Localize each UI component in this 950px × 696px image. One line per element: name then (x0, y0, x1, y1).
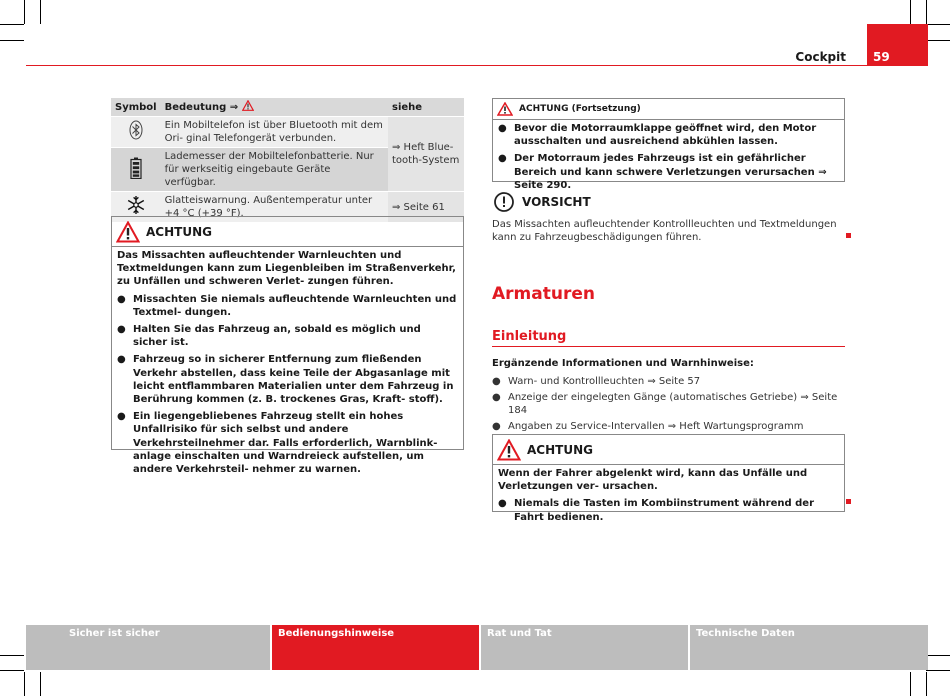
meaning-cell: Lademesser der Mobiltelefonbatterie. Nur für werkseitig eingebaute Geräte verfügbar. (161, 148, 388, 192)
symbol-cell (111, 117, 161, 148)
header-see: siehe (388, 98, 464, 117)
warning-triangle-icon (242, 100, 254, 111)
list-item-text: Niemals die Tasten im Kombiinstrument während der Fahrt bedienen. (514, 498, 814, 523)
section-end-marker (846, 233, 851, 238)
list-item (492, 420, 844, 433)
header-rule (26, 65, 928, 66)
symbol-table (111, 98, 464, 222)
crop-mark (40, 0, 41, 24)
bluetooth-icon (129, 120, 143, 140)
warning-header (112, 217, 463, 247)
list-item-text: Fahrzeug so in sicherer Entfernung zum fließenden Verkehr abstellen, dass keine Teile der Abgasanlage mit leicht entflammbaren Materialien unter dem Fahrzeug in Berührung kommen (z. B. trockenes Gras, Kraft- stoff). (133, 354, 454, 406)
list-item (117, 410, 458, 476)
crop-mark (0, 24, 24, 25)
bullet-icon: ● (492, 392, 501, 403)
warning-intro: Das Missachten aufleuchtender Warnleuchten und Textmeldungen kann zum Liegenbleiben im Straßenverkehr, zu Unfällen und schweren Verlet- zungen führen. (117, 250, 456, 288)
chapter-heading: Armaturen (492, 284, 595, 304)
table-header-row (111, 98, 464, 117)
crop-mark (40, 672, 41, 696)
bullet-icon: ● (117, 411, 126, 423)
warning-body (493, 465, 844, 531)
warning-body (112, 247, 463, 483)
bullet-icon: ● (117, 354, 126, 366)
meaning-cell: Ein Mobiltelefon ist über Bluetooth mit dem Ori- ginal Telefongerät verbunden. (161, 117, 388, 148)
table-row (111, 117, 464, 148)
info-list (492, 375, 844, 433)
list-item-text: Angaben zu Service-Intervallen ⇒ Heft Wartungsprogramm (508, 421, 804, 432)
list-item-text: Missachten Sie niemals aufleuchtende Warnleuchten und Textmel- dungen. (133, 293, 457, 318)
caution-label: VORSICHT (522, 195, 591, 209)
warning-header (493, 435, 844, 465)
list-item (498, 497, 839, 523)
see-cell: ⇒ Seite 61 (388, 192, 464, 223)
list-item-text: Der Motorraum jedes Fahrzeugs ist ein gefährlicher Bereich und kann schwere Verletzungen verursachen ⇒ Seite 290. (514, 153, 827, 191)
list-item (492, 375, 844, 388)
section-heading (492, 325, 845, 347)
warning-intro: Wenn der Fahrer abgelenkt wird, kann das Unfälle und Verletzungen ver- ursachen. (498, 468, 808, 493)
warning-triangle-icon (497, 439, 521, 461)
warning-triangle-icon (116, 221, 140, 243)
footer-tab-rat-und-tat[interactable]: Rat und Tat (481, 625, 688, 670)
crop-mark (926, 24, 950, 25)
crop-mark (24, 0, 25, 24)
caution-header (494, 192, 591, 212)
warning-box (492, 434, 845, 523)
footer-tab-bedienungshinweise[interactable]: Bedienungshinweise (272, 625, 479, 670)
header-meaning-label: Bedeutung ⇒ (164, 102, 239, 113)
caution-exclamation-icon (494, 192, 514, 212)
footer-tab-sicher[interactable]: Sicher ist sicher (26, 625, 270, 670)
crop-mark (0, 655, 24, 656)
section-title: Cockpit (795, 50, 846, 64)
header-meaning (161, 98, 388, 117)
list-item (498, 152, 839, 192)
footer-tab-technische-daten[interactable]: Technische Daten (690, 625, 928, 670)
caution-text: Das Missachten aufleuchtender Kontrollleuchten und Textmeldungen kann zu Fahrzeugbeschädigungen führen. (492, 219, 837, 243)
crop-mark (926, 0, 927, 24)
warning-box (111, 216, 464, 476)
warning-body (493, 120, 844, 199)
list-item (117, 323, 458, 349)
page-number: 59 (867, 24, 928, 66)
crop-mark (0, 670, 24, 671)
info-title: Ergänzende Informationen und Warnhinweise: (492, 358, 754, 369)
crop-mark (0, 40, 24, 41)
list-item (117, 353, 458, 406)
bullet-icon: ● (498, 498, 507, 510)
bullet-icon: ● (498, 153, 507, 165)
bullet-icon: ● (117, 293, 126, 305)
list-item-text: Halten Sie das Fahrzeug an, sobald es möglich und sicher ist. (133, 324, 421, 349)
crop-mark (910, 672, 911, 696)
list-item (498, 122, 839, 148)
list-item-text: Ein liegengebliebenes Fahrzeug stellt ein hohes Unfallrisiko für sich selbst und andere Verkehrsteilnehmer dar. Falls erforderlich, Warnblink- anlage einschalten und Warndreieck aufstellen, um andere Verkehrsteil- nehmer zu warnen. (133, 411, 438, 476)
bullet-icon: ● (498, 123, 507, 134)
section-heading-label: Einleitung (492, 329, 567, 344)
crop-mark (926, 672, 927, 696)
snowflake-icon (126, 195, 146, 215)
battery-icon (130, 157, 142, 179)
crop-mark (24, 672, 25, 696)
crop-mark (926, 40, 950, 41)
crop-mark (910, 0, 911, 24)
crop-mark (926, 670, 950, 671)
warning-label: ACHTUNG (527, 442, 593, 457)
list-item-text: Bevor die Motorraumklappe geöffnet wird, den Motor ausschalten und ausreichend abkühlen lassen. (514, 123, 817, 148)
warning-triangle-icon (497, 102, 513, 116)
meaning-cell: Glatteiswarnung. Außentemperatur unter +4 °C (+39 °F). (161, 192, 388, 223)
see-cell: ⇒ Heft Blue- tooth-System (388, 117, 464, 192)
crop-mark (926, 655, 950, 656)
bullet-icon: ● (117, 324, 126, 336)
list-item-text: Warn- und Kontrollleuchten ⇒ Seite 57 (508, 376, 701, 387)
bullet-icon: ● (492, 421, 501, 432)
warning-continued-box (492, 98, 845, 191)
list-item (117, 293, 458, 319)
warning-header (493, 99, 844, 120)
symbol-cell (111, 148, 161, 192)
warning-label: ACHTUNG (Fortsetzung) (519, 104, 641, 114)
list-item (492, 391, 844, 417)
bullet-icon: ● (492, 376, 501, 387)
section-end-marker (846, 499, 851, 504)
header-symbol: Symbol (111, 98, 161, 117)
warning-label: ACHTUNG (146, 224, 212, 239)
list-item-text: Anzeige der eingelegten Gänge (automatisches Getriebe) ⇒ Seite 184 (508, 392, 838, 416)
